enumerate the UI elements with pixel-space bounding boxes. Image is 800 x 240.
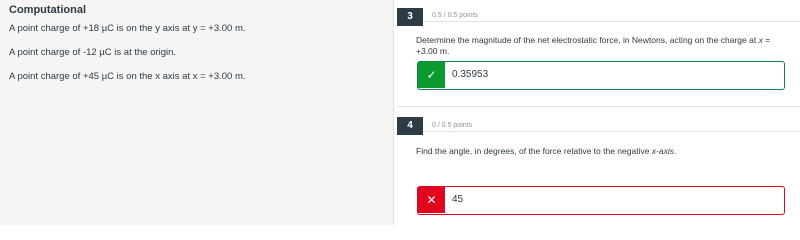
answer-field-incorrect[interactable] xyxy=(417,186,785,215)
question-text-italic: x xyxy=(758,35,763,45)
check-icon: ✓ xyxy=(418,62,445,88)
answer-value: 0.35953 xyxy=(452,69,489,80)
question-text-part: = +3.00 m. xyxy=(416,35,771,56)
question-3 xyxy=(397,0,800,108)
divider xyxy=(397,106,800,107)
question-text-part: Determine the magnitude of the net electrostatic force, in Newtons, acting on the charge at xyxy=(416,35,759,45)
answer-field-correct[interactable] xyxy=(417,61,785,90)
section-title: Computational xyxy=(9,4,86,16)
question-text-part: Find the angle, in degrees, of the force relative to the negative xyxy=(416,146,652,156)
prompt-line-2: A point charge of -12 µC is at the origin. xyxy=(9,47,177,58)
prompt-line-1: A point charge of +18 µC is on the y axis at y = +3.00 m. xyxy=(9,23,246,34)
answer-value: 45 xyxy=(452,194,464,205)
question-text-part: . xyxy=(674,146,677,156)
x-icon: ✕ xyxy=(418,187,445,213)
question-number-badge: 4 xyxy=(397,117,423,135)
question-4-header xyxy=(397,110,800,132)
question-4-text xyxy=(416,146,786,157)
questions-panel xyxy=(397,0,800,225)
question-number-badge: 3 xyxy=(397,8,423,26)
question-4 xyxy=(397,110,800,225)
problem-statement-panel xyxy=(0,0,394,225)
question-3-header xyxy=(397,0,800,22)
question-points: 0 / 0.5 points xyxy=(432,122,473,129)
question-points: 0.5 / 0.5 points xyxy=(432,12,478,19)
prompt-line-3: A point charge of +45 µC is on the x axis at x = +3.00 m. xyxy=(9,71,246,82)
question-3-text xyxy=(416,35,786,57)
question-text-italic: x-axis xyxy=(651,146,674,156)
